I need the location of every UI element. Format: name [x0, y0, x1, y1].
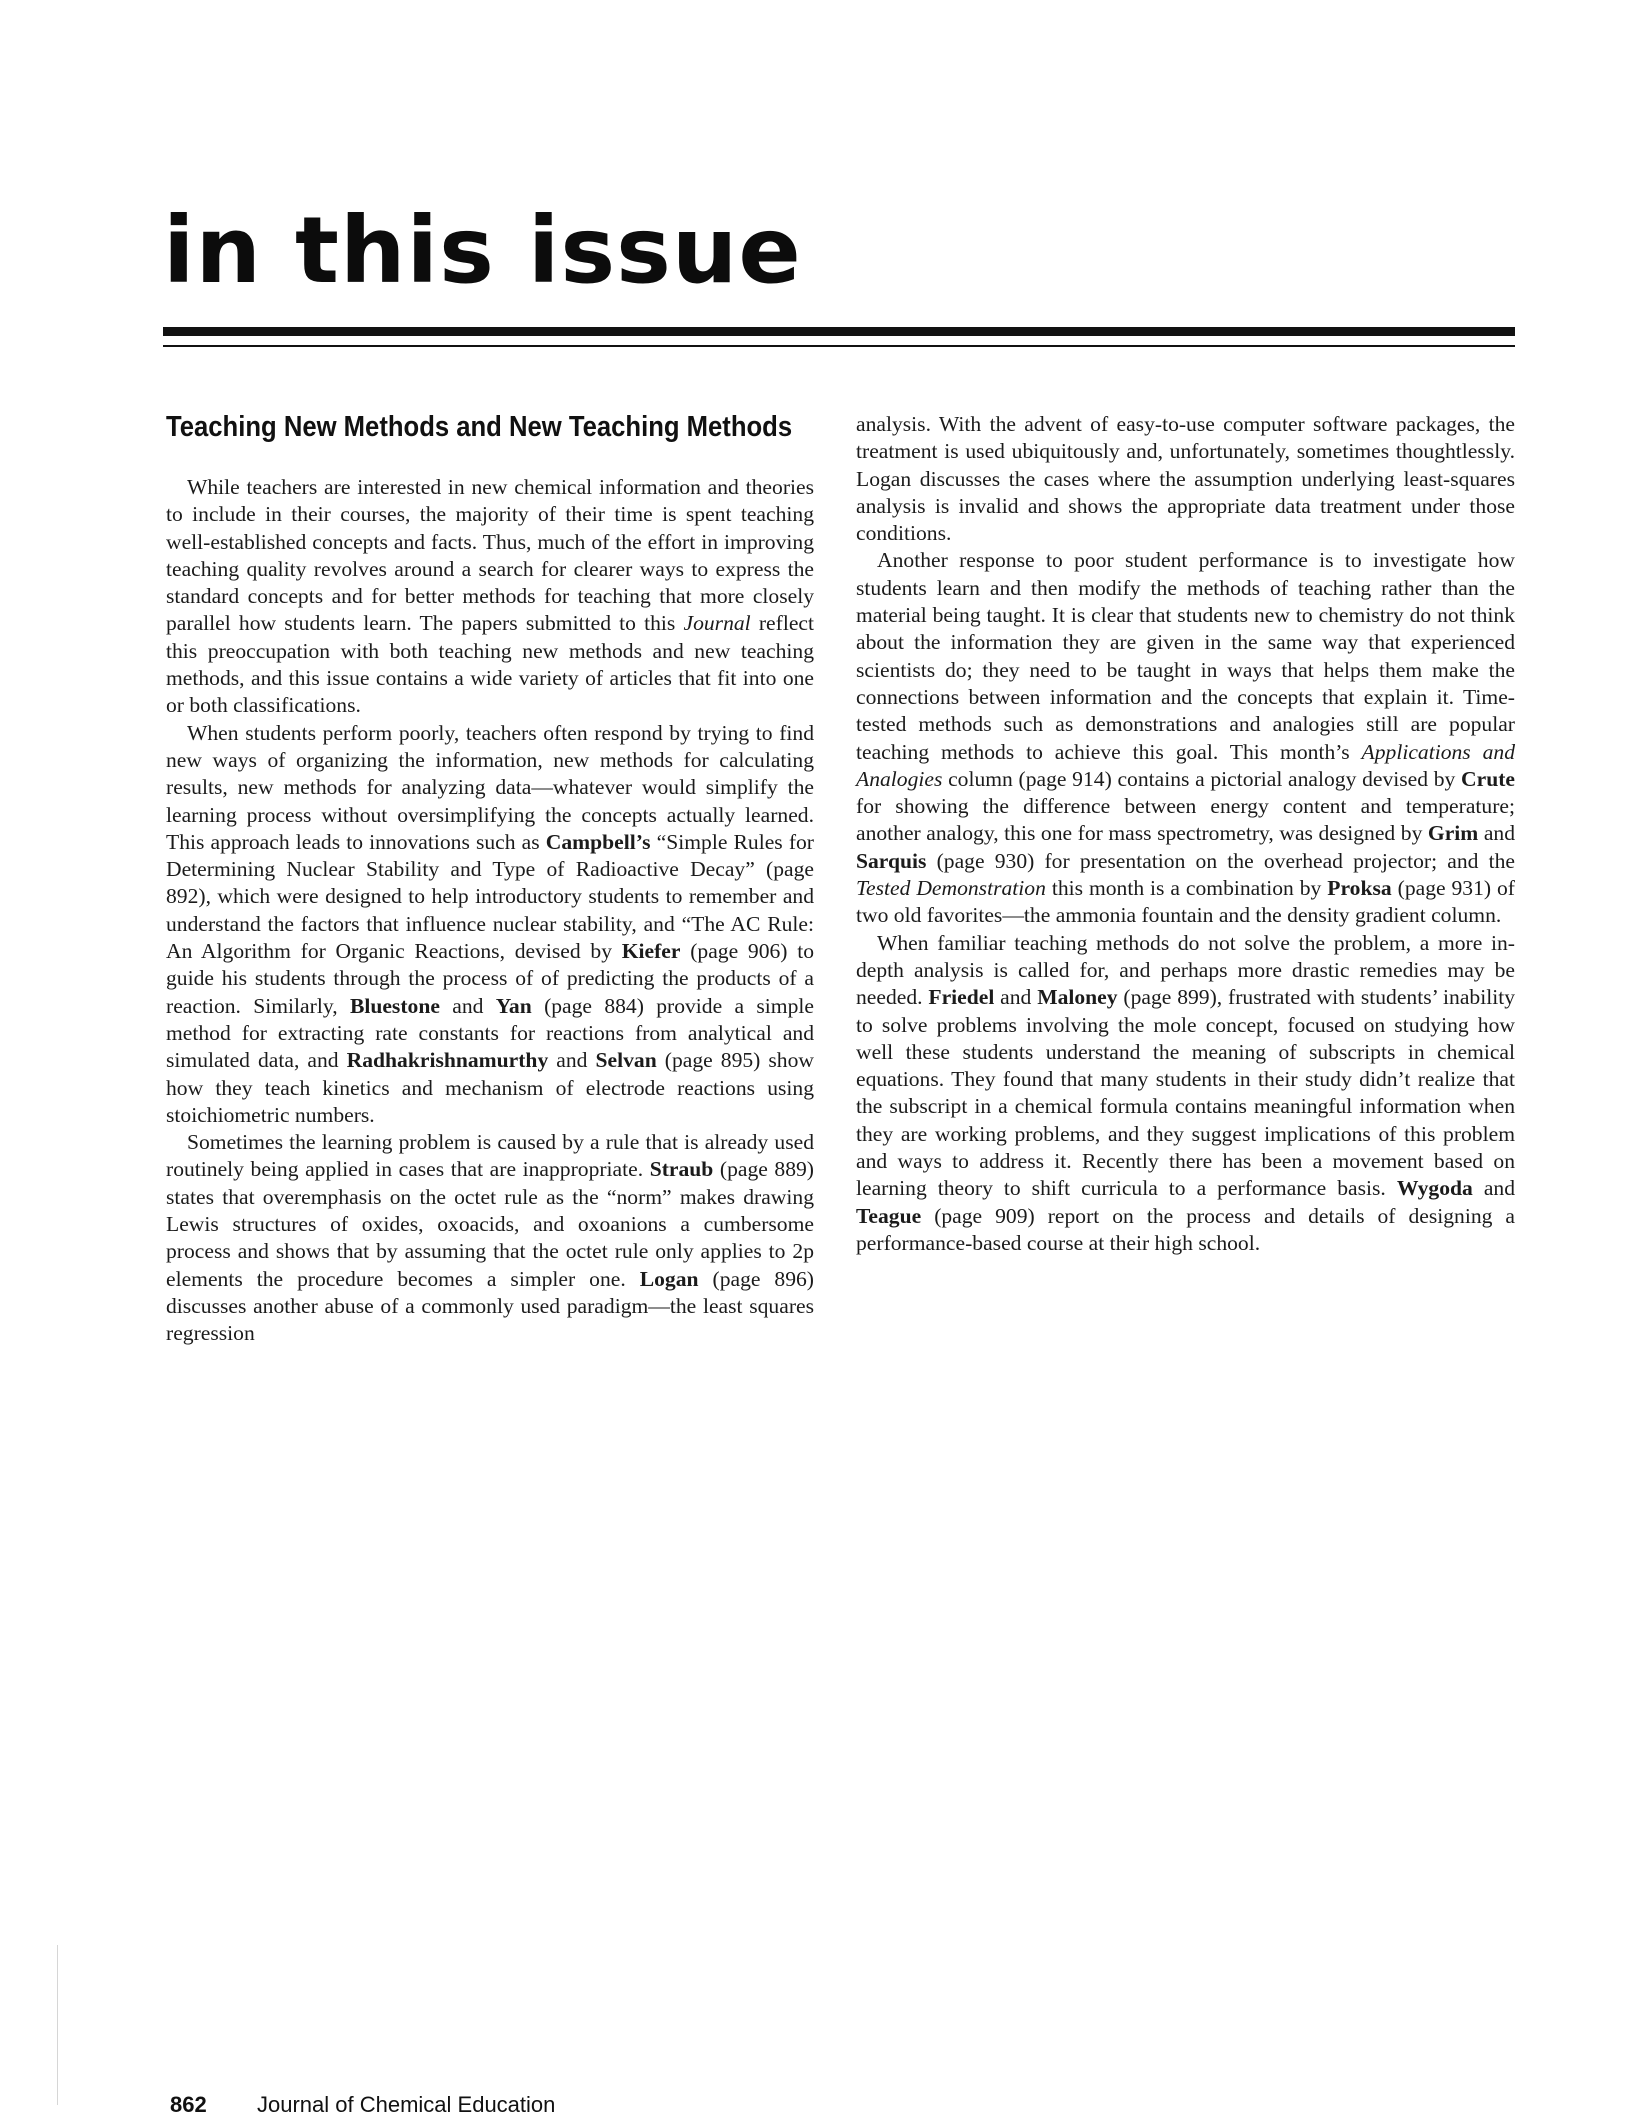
text-run: this month is a combination by	[1045, 876, 1328, 901]
text-run: (page 909) report on the process and details of designing a performance-based course at their high school.	[856, 1203, 1515, 1255]
text-run: Sometimes the learning problem is caused by a rule that is already used routinely being applied in cases that are inappropriate.	[166, 1130, 814, 1182]
body-paragraph	[166, 720, 814, 1129]
text-run: and	[994, 985, 1038, 1010]
author-name: Yan	[495, 993, 532, 1018]
text-run: column (page 914) contains a pictorial analogy devised by	[942, 766, 1462, 791]
body-paragraph	[856, 547, 1515, 929]
text-run: and	[1472, 1176, 1515, 1201]
italic-title: Journal	[683, 611, 751, 636]
author-name: Kiefer	[621, 939, 681, 964]
journal-name: Journal of Chemical Education	[257, 2092, 556, 2117]
page-number: 862	[170, 2092, 207, 2117]
right-column-body	[856, 411, 1515, 1257]
text-run: (page 896) discusses another abuse of a commonly used paradigm—the least squares regression	[166, 1266, 815, 1346]
masthead-rule-thin	[163, 345, 1515, 347]
text-run: When familiar teaching methods do not solve the problem, a more in-depth analysis is called for, and perhaps more drastic remedies may be needed.	[856, 930, 1515, 1010]
text-run: Another response to poor student performance is to investigate how students learn and then modify the methods of teaching rather than the material being taught. It is clear that students new to chemistry do not think about the information they are given in the same way that experienced scientists do; they need to be taught in ways that helps them make the connections between information and the concepts that explain it. Time-tested methods such as demonstrations and analogies still are popular teaching methods to achieve this goal. This month’s	[856, 548, 1515, 764]
left-column	[166, 410, 814, 1348]
author-name: Selvan	[595, 1048, 657, 1073]
italic-title: Tested Demonstration	[856, 876, 1046, 901]
text-run: “Simple Rules for Determining Nuclear Stability and Type of Radioactive Decay” (page 892), which were designed to help introductory students to remember and understand the factors that influence nuclear stability, and “The AC Rule: An Algorithm for Organic Reactions, devised by	[166, 829, 814, 964]
text-run: (page 931) of two old favorites—the ammonia fountain and the density gradient column.	[856, 876, 1516, 928]
author-name: Teague	[856, 1203, 922, 1228]
author-name: Logan	[639, 1266, 699, 1291]
author-name: Proksa	[1327, 876, 1392, 901]
body-paragraph	[166, 1129, 814, 1347]
scan-edge-line	[57, 1945, 58, 2105]
author-name: Grim	[1427, 821, 1479, 846]
text-run: When students perform poorly, teachers often respond by trying to find new ways of organizing the information, new methods for calculating results, new methods for analyzing data—whatever would simplify the learning process without oversimplifying the concepts actually learned. This approach leads to innovations such as	[166, 720, 814, 854]
author-name: Campbell’s	[545, 829, 651, 854]
left-column-body	[166, 474, 814, 1348]
right-column	[856, 411, 1515, 1257]
text-run: (page 889) states that overemphasis on the octet rule as the “norm” makes drawing Lewis structures of oxides, oxoacids, and oxoanions a cumbersome process and shows that by assuming that the octet rule only applies to 2p elements the procedure becomes a simpler one.	[166, 1157, 814, 1291]
italic-title: Applications and Analogies	[856, 739, 1515, 791]
body-paragraph	[166, 474, 814, 720]
author-name: Crute	[1461, 766, 1515, 791]
masthead-rule-thick	[163, 327, 1515, 336]
author-name: Wygoda	[1396, 1176, 1473, 1201]
text-run: While teachers are interested in new chemical information and theories to include in their courses, the majority of their time is spent teaching well-established concepts and facts. Thus, much of the effort in improving teaching quality revolves around a search for clearer ways to express the standard concepts and for better methods for teaching that more closely parallel how students learn. The papers submitted to this	[166, 475, 814, 636]
text-run: and	[439, 993, 496, 1018]
author-name: Maloney	[1037, 985, 1118, 1010]
author-name: Bluestone	[349, 993, 440, 1018]
text-run: (page 899), frustrated with students’ inability to solve problems involving the mole concept, focused on studying how well these students understand the meaning of subscripts in chemical equations. They found that many students in their study didn’t realize that the subscript in a chemical formula contains meaningful information when they are working problems, and they suggest implications of this problem and ways to address it. Recently there has been a movement based on learning theory to shift curricula to a performance basis.	[856, 985, 1515, 1201]
author-name: Friedel	[928, 985, 995, 1010]
text-run: and	[548, 1048, 596, 1073]
text-run: reflect this preoccupation with both teaching new methods and new teaching methods, and this issue contains a wide variety of articles that fit into one or both classifications.	[166, 611, 814, 718]
body-paragraph	[856, 411, 1515, 547]
text-run: (page 930) for presentation on the overhead projector; and the	[926, 848, 1515, 873]
text-run: and	[1478, 821, 1515, 846]
masthead-title: in this issue	[163, 197, 802, 304]
body-paragraph	[856, 930, 1515, 1258]
text-run: (page 884) provide a simple method for extracting rate constants for reactions from analytical and simulated data, and	[166, 993, 814, 1073]
article-title: Teaching New Methods and New Teaching Methods	[166, 411, 793, 443]
author-name: Sarquis	[856, 848, 927, 873]
author-name: Straub	[649, 1157, 714, 1182]
text-run: (page 906) to guide his students through the process of of predicting the products of a reaction. Similarly,	[166, 939, 815, 1018]
text-run: analysis. With the advent of easy-to-use computer software packages, the treatment is used ubiquitously and, unfortunately, sometimes thoughtlessly. Logan discusses the cases where the assumption underlying least-squares analysis is invalid and shows the appropriate data treatment under those conditions.	[856, 412, 1515, 546]
text-run: (page 895) show how they teach kinetics and mechanism of electrode reactions using stoichiometric numbers.	[166, 1048, 814, 1127]
text-run: for showing the difference between energy content and temperature; another analogy, this one for mass spectrometry, was designed by	[856, 794, 1515, 846]
author-name: Radhakrishnamurthy	[346, 1048, 549, 1073]
